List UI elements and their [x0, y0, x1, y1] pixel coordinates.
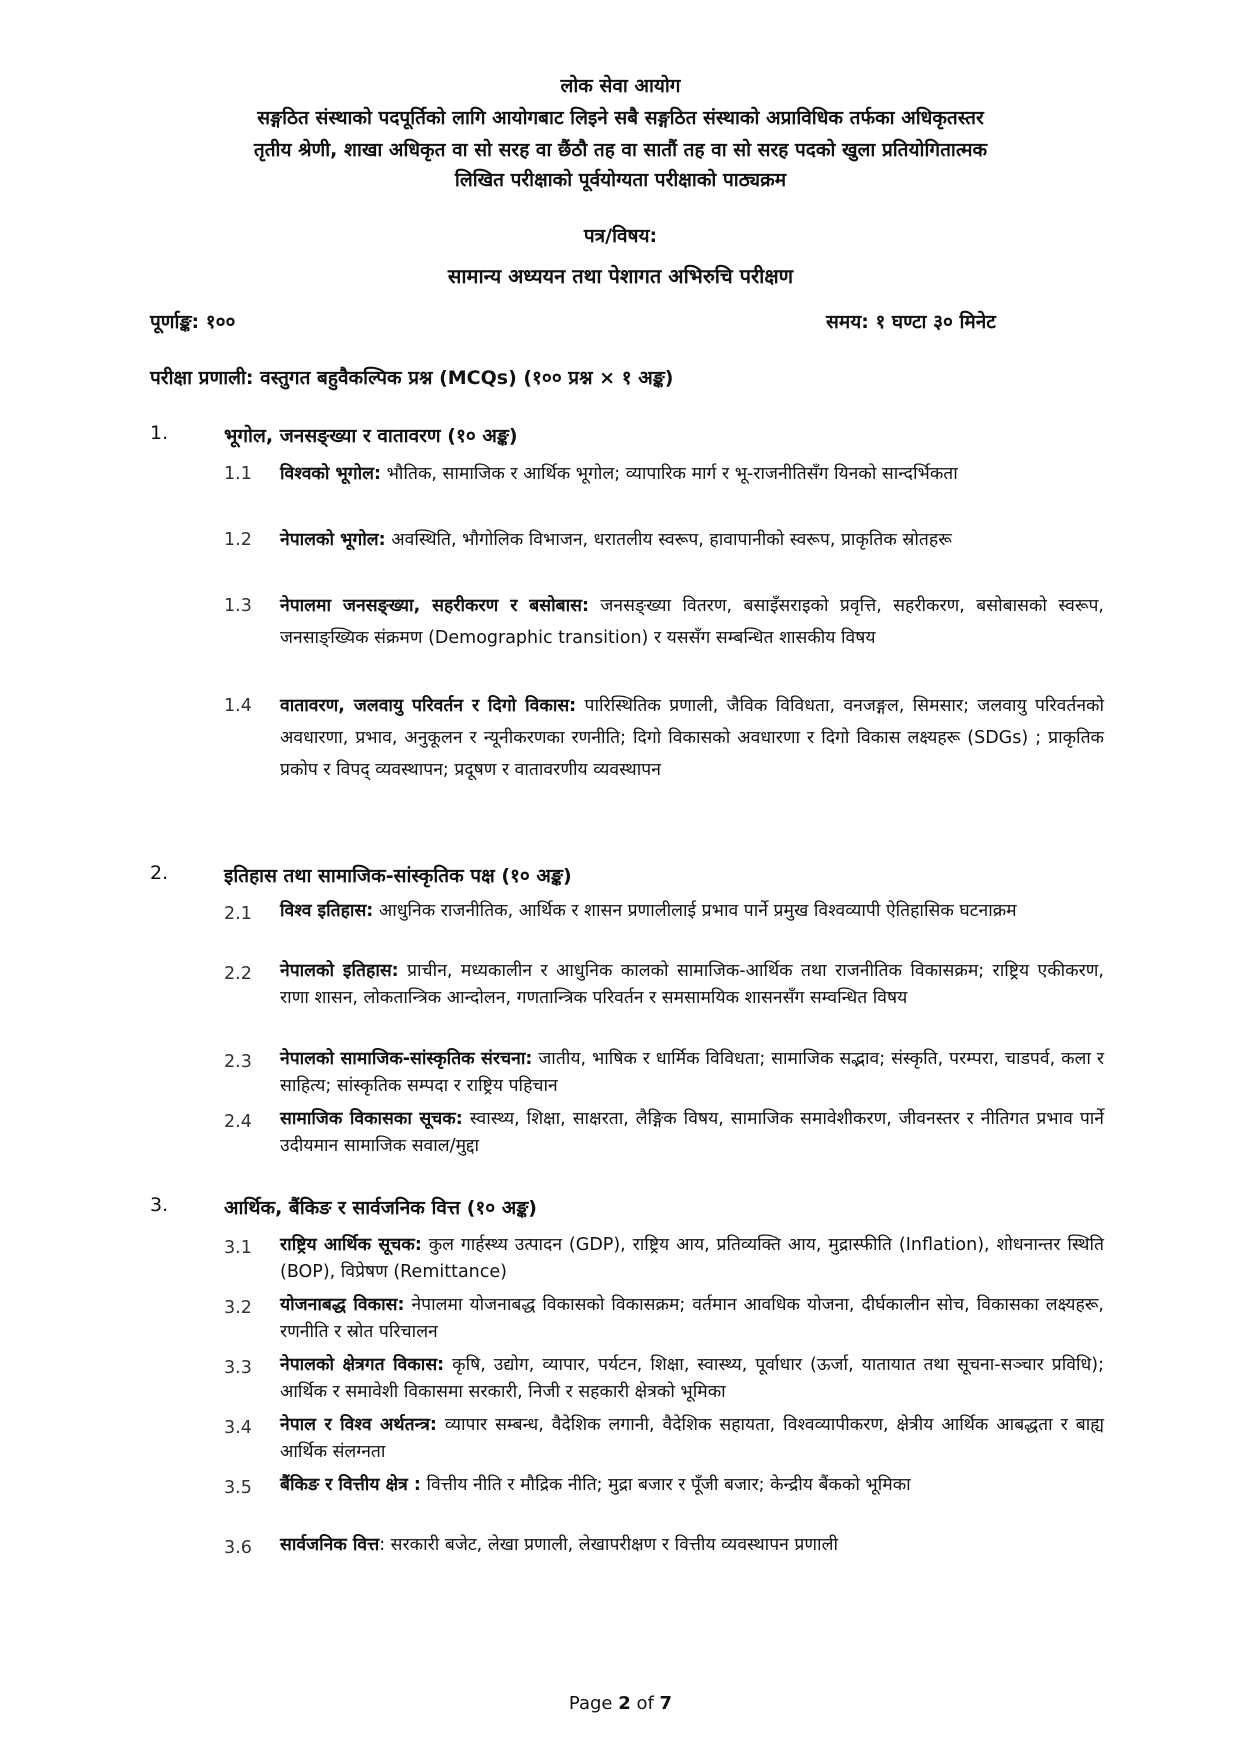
item-text: वित्तीय नीति र मौद्रिक नीति; मुद्रा बजार र पूँजी बजार; केन्द्रीय बैंकको भूमिका [420, 1475, 911, 1495]
page-prefix: Page [568, 1693, 619, 1714]
subject-title: सामान्य अध्ययन तथा पेशागत अभिरुचि परीक्षण [447, 264, 794, 288]
syllabus-item [224, 1352, 1104, 1406]
item-text: आधुनिक राजनीतिक, आर्थिक र शासन प्रणालीलाई प्रभाव पार्ने प्रमुख विश्वव्यापी ऐतिहासिक घटनाक्रम [373, 901, 1017, 921]
item-number: 2.2 [224, 964, 252, 984]
syllabus-item [224, 1472, 1104, 1499]
item-heading: विश्वको भूगोल: [280, 464, 382, 484]
syllabus-item [224, 1106, 1104, 1160]
syllabus-item [224, 1412, 1104, 1466]
syllabus-item [224, 690, 1104, 786]
section-title: भूगोल, जनसङ्ख्या र वातावरण (१० अङ्क) [224, 425, 518, 447]
item-text: भौतिक, सामाजिक र आर्थिक भूगोल; व्यापारिक मार्ग र भू-राजनीतिसँग यिनको सान्दर्भिकता [381, 464, 958, 484]
exam-system: परीक्षा प्रणाली: वस्तुगत बहुवैकल्पिक प्रश्न (MCQs) (१०० प्रश्न × १ अङ्क) [150, 367, 674, 389]
syllabus-item [224, 1292, 1104, 1346]
item-text: पारिस्थितिक प्रणाली, जैविक विविधता, वनजङ्गल, सिमसार; जलवायु परिवर्तनको अवधारणा, प्रभाव, अनुकूलन र न्यूनीकरणका रणनीति; दिगो विकासको अवधारणा र दिगो विकास लक्ष्यहरू (SDGs) ; प्राकृतिक प्रकोप र विपद् व्यवस्थापन; प्रदूषण र वातावरणीय व्यवस्थापन [280, 696, 1104, 780]
item-heading: नेपालको सामाजिक-सांस्कृतिक संरचना: [280, 1049, 533, 1069]
item-heading: नेपालको इतिहास: [280, 961, 399, 981]
item-number: 3.5 [224, 1478, 252, 1498]
item-heading: नेपालको क्षेत्रगत विकास: [280, 1355, 445, 1375]
page-current: 2 [618, 1693, 631, 1714]
item-text: कुल गार्हस्थ्य उत्पादन (GDP), राष्ट्रिय आय, प्रतिव्यक्ति आय, मुद्रास्फीति (Inflation), शोधनान्तर स्थिति (BOP), विप्रेषण (Remittance) [280, 1235, 1104, 1282]
item-number: 3.6 [224, 1538, 252, 1558]
section-title: इतिहास तथा सामाजिक-सांस्कृतिक पक्ष (१० अङ्क) [224, 865, 572, 887]
item-text: कृषि, उद्योग, व्यापार, पर्यटन, शिक्षा, स्वास्थ्य, पूर्वाधार (ऊर्जा, यातायात तथा सूचना-सञ्चार प्रविधि); आर्थिक र समावेशी विकासमा सरकारी, निजी र सहकारी क्षेत्रको भूमिका [280, 1355, 1104, 1402]
item-number: 1.2 [224, 530, 252, 550]
item-text: जातीय, भाषिक र धार्मिक विविधता; सामाजिक सद्भाव; संस्कृति, परम्परा, चाडपर्व, कला र साहित्य; सांस्कृतिक सम्पदा र राष्ट्रिय पहिचान [280, 1049, 1104, 1096]
page-number [0, 1693, 1241, 1714]
heading-line-2: सङ्गठित संस्थाको पदपूर्तिको लागि आयोगबाट लिइने सबै सङ्गठित संस्थाको अप्राविधिक तर्फका अधिकृतस्तर [257, 107, 984, 129]
syllabus-item [224, 458, 1104, 490]
item-number: 3.2 [224, 1298, 252, 1318]
item-heading: सामाजिक विकासका सूचक: [280, 1109, 463, 1129]
item-number: 2.3 [224, 1052, 252, 1072]
section-number: 2. [150, 862, 169, 884]
item-heading: सार्वजनिक वित्त [280, 1535, 380, 1555]
full-marks: पूर्णाङ्क: १०० [150, 311, 236, 333]
item-text: नेपालमा योजनाबद्ध विकासको विकासक्रम; वर्तमान आवधिक योजना, दीर्घकालीन सोच, विकासका लक्ष्यहरू, रणनीति र स्रोत परिचालन [280, 1295, 1104, 1342]
exam-time: समय: १ घण्टा ३० मिनेट [826, 311, 996, 333]
item-heading: विश्व इतिहास: [280, 901, 374, 921]
item-text: अवस्थिति, भौगोलिक विभाजन, धरातलीय स्वरूप, हावापानीको स्वरूप, प्राकृतिक स्रोतहरू [385, 530, 952, 550]
syllabus-item [224, 590, 1104, 654]
item-number: 3.4 [224, 1418, 252, 1438]
item-text: : सरकारी बजेट, लेखा प्रणाली, लेखापरीक्षण र वित्तीय व्यवस्थापन प्रणाली [379, 1535, 838, 1555]
item-number: 3.1 [224, 1238, 252, 1258]
syllabus-item [224, 1532, 1104, 1559]
section-title: आर्थिक, बैंकिङ र सार्वजनिक वित्त (१० अङ्क) [224, 1197, 537, 1219]
syllabus-item [224, 1046, 1104, 1100]
item-number: 2.1 [224, 904, 252, 924]
commission-title: लोक सेवा आयोग [560, 75, 681, 97]
syllabus-item [224, 958, 1104, 1012]
item-number: 1.1 [224, 464, 252, 484]
item-heading: बैंकिङ र वित्तीय क्षेत्र : [280, 1475, 421, 1495]
item-text: व्यापार सम्बन्ध, वैदेशिक लगानी, वैदेशिक सहायता, विश्वव्यापीकरण, क्षेत्रीय आर्थिक आबद्धता र बाह्य आर्थिक संलग्नता [280, 1415, 1104, 1462]
item-text: प्राचीन, मध्यकालीन र आधुनिक कालको सामाजिक-आर्थिक तथा राजनीतिक विकासक्रम; राष्ट्रिय एकीकरण, राणा शासन, लोकतान्त्रिक आन्दोलन, गणतान्त्रिक परिवर्तन र समसामयिक शासनसँग सम्वन्धित विषय [280, 961, 1104, 1008]
item-number: 1.4 [224, 696, 252, 716]
page-total: 7 [659, 1693, 673, 1714]
item-number: 3.3 [224, 1358, 252, 1378]
item-heading: वातावरण, जलवायु परिवर्तन र दिगो विकास: [280, 696, 577, 716]
syllabus-item [224, 524, 1104, 556]
item-text: जनसङ्ख्या वितरण, बसाइँसराइको प्रवृत्ति, सहरीकरण, बसोबासको स्वरूप, जनसाङ्ख्यिक संक्रमण (Demographic transition) र यससँग सम्बन्धित शासकीय विषय [280, 596, 1104, 648]
item-number: 2.4 [224, 1112, 252, 1132]
section-number: 3. [150, 1194, 169, 1216]
item-heading: नेपालमा जनसङ्ख्या, सहरीकरण र बसोबास: [280, 596, 590, 616]
item-heading: नेपालको भूगोल: [280, 530, 386, 550]
paper-label: पत्र/विषय: [583, 225, 658, 247]
heading-line-3: तृतीय श्रेणी, शाखा अधिकृत वा सो सरह वा छैंठौ तह वा सातौं तह वा सो सरह पदको खुला प्रतियोगितात्मक [253, 139, 988, 161]
page-of: of [630, 1693, 660, 1714]
item-text: स्वास्थ्य, शिक्षा, साक्षरता, लैङ्गिक विषय, सामाजिक समावेशीकरण, जीवनस्तर र नीतिगत प्रभाव पार्ने उदीयमान सामाजिक सवाल/मुद्दा [280, 1109, 1104, 1156]
item-heading: योजनाबद्ध विकास: [280, 1295, 405, 1315]
item-number: 1.3 [224, 596, 252, 616]
syllabus-item [224, 1232, 1104, 1286]
syllabus-item [224, 898, 1104, 925]
item-heading: राष्ट्रिय आर्थिक सूचक: [280, 1235, 422, 1255]
section-number: 1. [150, 422, 169, 444]
item-heading: नेपाल र विश्व अर्थतन्त्र: [280, 1415, 437, 1435]
heading-line-4: लिखित परीक्षाको पूर्वयोग्यता परीक्षाको पाठ्यक्रम [454, 169, 787, 191]
